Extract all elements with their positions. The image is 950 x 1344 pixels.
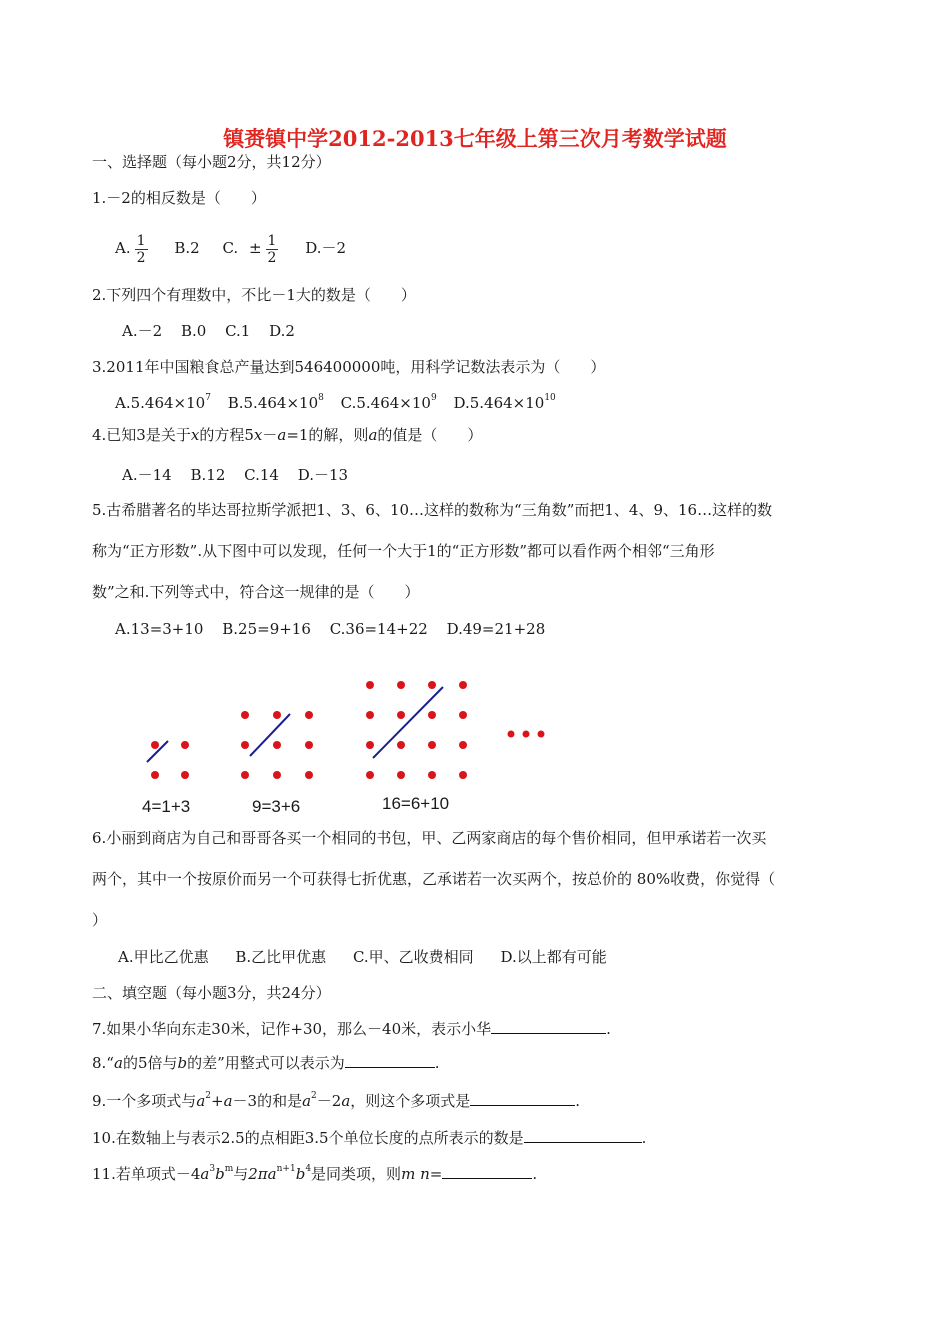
q4-text-5: 的值是（ ）	[377, 426, 483, 444]
q11-exp-n: n+1	[276, 1164, 296, 1174]
question-6-line-2: 两个，其中一个按原价而另一个可获得七折优惠，乙承诺若一次买两个，按总价的 80%收费，你觉得（	[92, 870, 776, 888]
dot	[397, 771, 405, 779]
dot	[273, 711, 281, 719]
divider-line	[250, 714, 290, 756]
dot	[523, 731, 530, 738]
dot	[305, 741, 313, 749]
q5-option-a: A.13=3+10	[115, 620, 204, 638]
dot	[305, 771, 313, 779]
q9-text-5: ，则这个多项式是	[350, 1092, 471, 1110]
q5-option-c: C.36=14+22	[329, 620, 428, 638]
q1-a-denominator: 2	[136, 249, 146, 266]
q4-text-4: =1的解，则	[286, 426, 369, 444]
q3-c-exponent: 9	[430, 393, 437, 403]
figure-4x4	[366, 681, 467, 779]
q3-d-base: D.5.464×10	[453, 394, 545, 412]
dot	[366, 711, 374, 719]
q4-option-c: C.14	[244, 466, 279, 484]
question-6-line-3: ）	[92, 911, 108, 929]
q9-term-2-var: a	[223, 1092, 233, 1110]
q7-end: .	[606, 1020, 611, 1038]
q4-option-a: A.－14	[122, 466, 172, 484]
q11-var-m: m	[401, 1165, 416, 1183]
q4-text-3: －	[262, 426, 278, 444]
q9-term-1-exp: 2	[205, 1091, 211, 1101]
question-7	[92, 1019, 611, 1039]
q9-text-4: －2	[316, 1092, 342, 1110]
q11-text-4: =	[429, 1165, 443, 1183]
q9-end: .	[575, 1092, 581, 1110]
q8-text-1: 8.“	[92, 1054, 114, 1072]
q8-end: .	[434, 1054, 440, 1072]
q11-answer-blank[interactable]	[442, 1164, 532, 1179]
q1-c-denominator: 2	[267, 249, 277, 266]
q8-text-3: 的差”用整式可以表示为	[187, 1054, 345, 1072]
q3-a-base: A.5.464×10	[115, 394, 206, 412]
dot	[459, 741, 467, 749]
figure-label-4: 4=1+3	[142, 797, 191, 816]
question-2-stem: 2.下列四个有理数中，不比－1大的数是（ ）	[92, 286, 416, 304]
figure-label-9: 9=3+6	[252, 797, 301, 816]
dot	[428, 771, 436, 779]
q4-text-2: 的方程5	[199, 426, 254, 444]
q9-text-1: 9.一个多项式与	[92, 1092, 197, 1110]
dot	[428, 711, 436, 719]
q9-term-3-var: a	[302, 1092, 312, 1110]
question-9	[92, 1091, 580, 1111]
section-fill-heading: 二、填空题（每小题3分，共24分）	[92, 984, 331, 1002]
q1-a-numerator: 1	[136, 232, 146, 249]
dot	[181, 771, 189, 779]
dot	[273, 771, 281, 779]
q1-option-c-label: C.	[222, 239, 239, 257]
q1-option-d: D.－2	[305, 239, 347, 257]
q1-c-numerator: 1	[267, 232, 277, 249]
dot	[428, 681, 436, 689]
q11-var-b-2: b	[295, 1165, 306, 1183]
q11-var-a: a	[200, 1165, 210, 1183]
dot	[273, 741, 281, 749]
question-8	[92, 1053, 440, 1073]
dot	[241, 741, 249, 749]
q6-option-c: C.甲、乙收费相同	[352, 948, 474, 966]
question-11	[92, 1164, 537, 1184]
q11-exp-b-2: 4	[305, 1164, 312, 1174]
q9-term-1-var: a	[196, 1092, 206, 1110]
q11-var-n: n	[420, 1165, 430, 1183]
q5-option-b: B.25=9+16	[222, 620, 311, 638]
q9-text-3: －3的和是	[232, 1092, 303, 1110]
q11-exp-a: 3	[209, 1164, 216, 1174]
q4-text-1: 4.已知3是关于	[92, 426, 191, 444]
dot	[241, 711, 249, 719]
page-title: 镇赉镇中学2012-2013七年级上第三次月考数学试题	[223, 126, 727, 151]
question-1-stem: 1.－2的相反数是（ ）	[92, 189, 266, 207]
dot	[366, 681, 374, 689]
q11-end: .	[532, 1165, 538, 1183]
ellipsis-dots	[508, 731, 545, 738]
q2-option-c: C.1	[225, 322, 251, 340]
q9-text-2: +	[211, 1092, 224, 1110]
dot	[397, 741, 405, 749]
question-10	[92, 1128, 646, 1148]
q4-var-a-2: a	[368, 426, 378, 444]
q9-term-3-exp: 2	[311, 1091, 317, 1101]
q11-text-1: 11.若单项式－4	[92, 1165, 201, 1183]
q4-option-d: D.－13	[297, 466, 349, 484]
question-5-line-2: 称为“正方形数”.从下图中可以发现，任何一个大于1的“正方形数”都可以看作两个相邻“三角形	[92, 542, 715, 560]
q11-text-3: 是同类项，则	[311, 1165, 402, 1183]
dot	[366, 771, 374, 779]
q5-option-d: D.49=21+28	[446, 620, 546, 638]
figure-label-16: 16=6+10	[382, 794, 450, 813]
q7-answer-blank[interactable]	[491, 1019, 606, 1034]
question-5-line-1: 5.古希腊著名的毕达哥拉斯学派把1、3、6、10…这样的数称为“三角数”而把1、4、9、16…这样的数	[92, 501, 773, 519]
question-6-options	[118, 947, 607, 967]
q11-exp-b: m	[224, 1164, 234, 1174]
figure-3x3	[241, 711, 313, 779]
q7-text: 7.如果小华向东走30米，记作+30，那么－40米，表示小华	[92, 1020, 492, 1038]
dot	[397, 681, 405, 689]
q11-var-b: b	[215, 1165, 225, 1183]
q4-var-x-2: x	[253, 426, 263, 444]
dot	[397, 711, 405, 719]
q3-b-exponent: 8	[318, 393, 324, 403]
q10-text: 10.在数轴上与表示2.5的点相距3.5个单位长度的点所表示的数是	[92, 1129, 524, 1147]
q4-var-x: x	[190, 426, 200, 444]
q9-answer-blank[interactable]	[470, 1091, 575, 1106]
q1-option-c-pm: ±	[248, 239, 262, 257]
dot	[428, 741, 436, 749]
dot	[241, 771, 249, 779]
q8-var-b: b	[177, 1054, 188, 1072]
q9-term-4-var: a	[341, 1092, 351, 1110]
section-choice-heading: 一、选择题（每小题2分，共12分）	[92, 153, 331, 171]
dot	[508, 731, 515, 738]
q4-var-a: a	[277, 426, 287, 444]
question-6-line-1: 6.小丽到商店为自己和哥哥各买一个相同的书包，甲、乙两家商店的每个售价相同，但甲承诺若一次买	[92, 829, 767, 847]
q1-option-b: B.2	[174, 239, 200, 257]
q3-c-base: C.5.464×10	[340, 394, 431, 412]
dot	[459, 711, 467, 719]
q3-d-exponent: 10	[544, 393, 556, 403]
dot	[366, 741, 374, 749]
q8-answer-blank[interactable]	[345, 1053, 435, 1068]
dot	[151, 771, 159, 779]
dot	[305, 711, 313, 719]
q3-b-base: B.5.464×10	[227, 394, 319, 412]
dot	[459, 771, 467, 779]
q10-answer-blank[interactable]	[524, 1128, 642, 1143]
dot	[181, 741, 189, 749]
q2-option-b: B.0	[180, 322, 207, 340]
q8-text-2: 的5倍与	[122, 1054, 178, 1072]
q11-text-2: 与	[233, 1165, 249, 1183]
q6-option-b: B.乙比甲优惠	[235, 948, 327, 966]
q1-option-a-label: A.	[115, 239, 131, 257]
figure-2x2	[147, 741, 189, 779]
q4-option-b: B.12	[190, 466, 226, 484]
question-3-stem: 3.2011年中国粮食总产量达到546400000吨，用科学记数法表示为（ ）	[92, 358, 606, 376]
q2-option-a: A.－2	[122, 322, 163, 340]
q10-end: .	[641, 1129, 647, 1147]
dot	[538, 731, 545, 738]
q8-var-a: a	[113, 1054, 123, 1072]
q2-option-d: D.2	[269, 322, 295, 340]
q6-option-a: A.甲比乙优惠	[118, 948, 209, 966]
question-5-line-3: 数”之和.下列等式中，符合这一规律的是（ ）	[92, 583, 420, 601]
q11-coefficient: 2πa	[248, 1165, 277, 1183]
q6-option-d: D.以上都有可能	[500, 948, 607, 966]
dot	[151, 741, 159, 749]
dot	[459, 681, 467, 689]
q3-a-exponent: 7	[205, 393, 211, 403]
